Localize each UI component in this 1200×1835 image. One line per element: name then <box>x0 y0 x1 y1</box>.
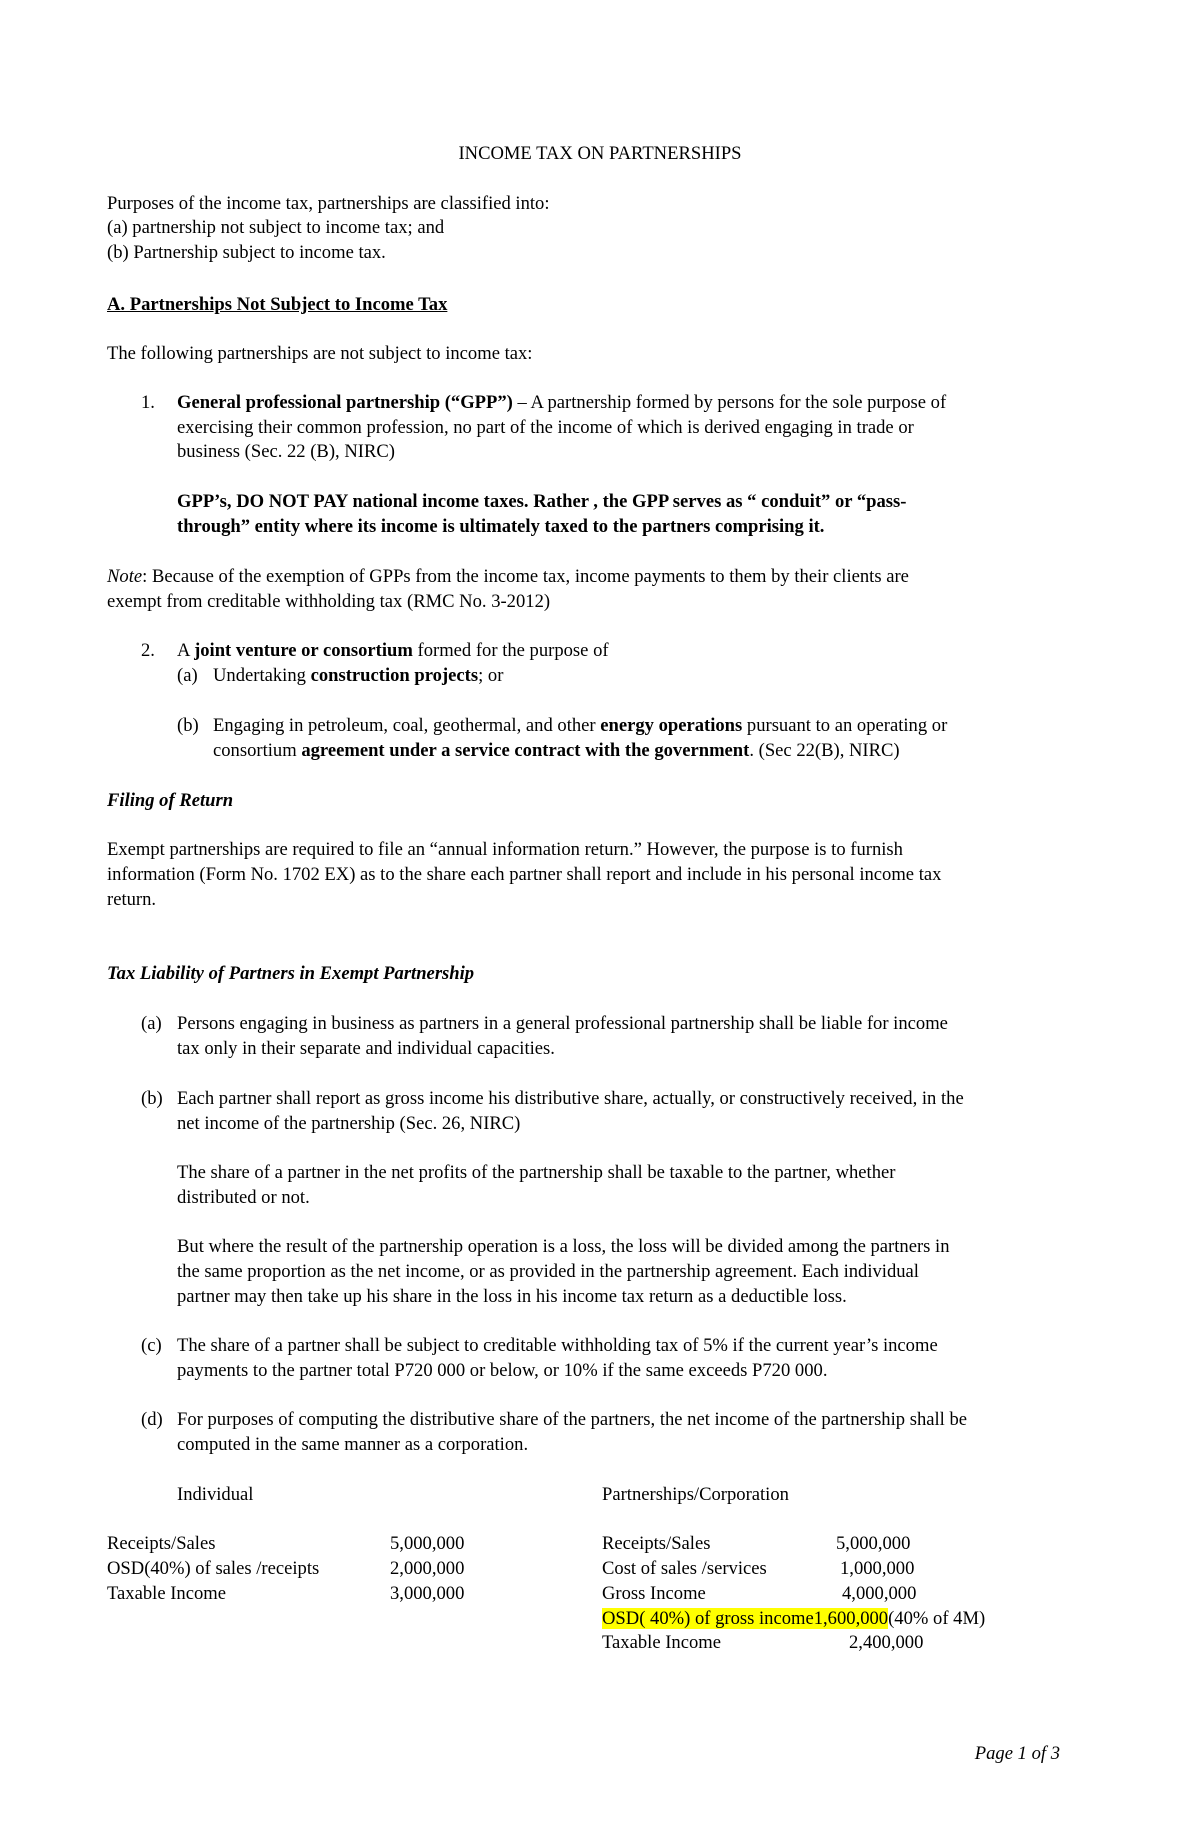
item-2a-pre: Undertaking <box>213 665 311 686</box>
corp-row-value: 1,000,000 <box>840 1558 915 1579</box>
individual-row-value: 2,000,000 <box>390 1558 465 1579</box>
item-2-line <box>177 639 609 664</box>
osd-note: (40% of 4M) <box>888 1608 986 1629</box>
liability-d-line-2: computed in the same manner as a corporation. <box>177 1434 529 1455</box>
individual-header: Individual <box>177 1484 254 1505</box>
item-2b-label: (b) <box>177 715 199 736</box>
corp-row-label: Receipts/Sales <box>602 1533 711 1554</box>
page-number: Page 1 of 3 <box>974 1743 1060 1764</box>
liability-c-line-2: payments to the partner total P720 000 or below, or 10% if the same exceeds P720 000. <box>177 1360 828 1381</box>
service-contract-term: agreement under a service contract with the government <box>301 740 750 761</box>
individual-row-value: 5,000,000 <box>390 1533 465 1554</box>
corp-row-label: Cost of sales /services <box>602 1558 767 1579</box>
note-label: Note <box>107 566 143 587</box>
item-2b-pre: Engaging in petroleum, coal, geothermal, and other <box>213 715 601 736</box>
individual-row-label: Taxable Income <box>107 1583 226 1604</box>
filing-line-3: return. <box>107 889 157 910</box>
item-1-line-3: business (Sec. 22 (B), NIRC) <box>177 441 395 462</box>
individual-row-label: OSD(40%) of sales /receipts <box>107 1558 320 1579</box>
note-line-2: exempt from creditable withholding tax (RMC No. 3-2012) <box>107 591 551 612</box>
item-2-post: formed for the purpose of <box>412 640 609 661</box>
construction-projects-term: construction projects <box>310 665 479 686</box>
filing-line-2: information (Form No. 1702 EX) as to the share each partner shall report and include in his personal income tax <box>107 864 942 885</box>
item-2b2-pre: consortium <box>213 740 302 761</box>
individual-row-value: 3,000,000 <box>390 1583 465 1604</box>
item-2b-post: pursuant to an operating or <box>742 715 948 736</box>
item-1-line-1 <box>177 391 946 416</box>
section-a-lead: The following partnerships are not subject to income tax: <box>107 343 533 364</box>
item-2a-post: ; or <box>478 665 504 686</box>
liability-b-label: (b) <box>141 1088 163 1109</box>
osd-gross-income-row <box>602 1607 985 1632</box>
item-2a-line <box>213 664 503 689</box>
filing-line-1: Exempt partnerships are required to file an “annual information return.” However, the purpose is to furnish <box>107 839 903 860</box>
item-1-line-2: exercising their common profession, no part of the income of which is derived engaging in trade or <box>177 417 914 438</box>
liability-heading: Tax Liability of Partners in Exempt Partnership <box>107 963 475 984</box>
filing-heading: Filing of Return <box>107 790 234 811</box>
liability-b-line-4: distributed or not. <box>177 1187 310 1208</box>
liability-a-label: (a) <box>141 1013 162 1034</box>
corp-taxable-income-label: Taxable Income <box>602 1632 721 1653</box>
intro-line-2: (a) partnership not subject to income tax; and <box>107 217 445 238</box>
liability-c-label: (c) <box>141 1335 162 1356</box>
liability-c-line-1: The share of a partner shall be subject to creditable withholding tax of 5% if the current year’s income <box>177 1335 938 1356</box>
liability-b-line-7: partner may then take up his share in the loss in his income tax return as a deductible loss. <box>177 1286 847 1307</box>
osd-highlighted-text: OSD( 40%) of gross income1,600,000 <box>602 1608 889 1629</box>
gpp-statement-line-2: through” entity where its income is ultimately taxed to the partners comprising it. <box>177 516 825 537</box>
item-2-number: 2. <box>141 640 155 661</box>
document-title: INCOME TAX ON PARTNERSHIPS <box>458 143 742 164</box>
liability-d-label: (d) <box>141 1409 163 1430</box>
energy-operations-term: energy operations <box>600 715 743 736</box>
item-2b2-post: . (Sec 22(B), NIRC) <box>749 740 900 761</box>
intro-line-1: Purposes of the income tax, partnerships are classified into: <box>107 193 550 214</box>
liability-d-line-1: For purposes of computing the distributive share of the partners, the net income of the partnership shall be <box>177 1409 968 1430</box>
note-line-1 <box>107 565 909 590</box>
individual-row-label: Receipts/Sales <box>107 1533 216 1554</box>
liability-b-line-3: The share of a partner in the net profits of the partnership shall be taxable to the partner, whether <box>177 1162 896 1183</box>
liability-b-line-2: net income of the partnership (Sec. 26, NIRC) <box>177 1113 521 1134</box>
item-2a-label: (a) <box>177 665 198 686</box>
liability-b-line-6: the same proportion as the net income, or as provided in the partnership agreement. Each individual <box>177 1261 919 1282</box>
item-2b-line-1 <box>213 714 947 739</box>
liability-a-line-2: tax only in their separate and individual capacities. <box>177 1038 555 1059</box>
intro-line-3: (b) Partnership subject to income tax. <box>107 242 386 263</box>
corp-row-value: 4,000,000 <box>842 1583 917 1604</box>
corp-row-label: Gross Income <box>602 1583 706 1604</box>
gpp-term: General professional partnership (“GPP”) <box>177 392 513 413</box>
corp-taxable-income-value: 2,400,000 <box>849 1632 924 1653</box>
item-2-pre: A <box>177 640 195 661</box>
note-text: : Because of the exemption of GPPs from the income tax, income payments to them by their clients are <box>142 566 909 587</box>
item-2b-line-2 <box>213 739 900 764</box>
corporation-header: Partnerships/Corporation <box>602 1484 789 1505</box>
gpp-definition: – A partnership formed by persons for the sole purpose of <box>512 392 947 413</box>
section-a-heading: A. Partnerships Not Subject to Income Tax <box>107 294 448 315</box>
corp-row-value: 5,000,000 <box>836 1533 911 1554</box>
gpp-statement-line-1: GPP’s, DO NOT PAY national income taxes. Rather , the GPP serves as “ conduit” or “pass- <box>177 491 907 512</box>
joint-venture-term: joint venture or consortium <box>194 640 413 661</box>
item-1-number: 1. <box>141 392 155 413</box>
liability-b-line-1: Each partner shall report as gross income his distributive share, actually, or constructively received, in the <box>177 1088 964 1109</box>
liability-b-line-5: But where the result of the partnership operation is a loss, the loss will be divided among the partners in <box>177 1236 950 1257</box>
liability-a-line-1: Persons engaging in business as partners in a general professional partnership shall be liable for income <box>177 1013 948 1034</box>
